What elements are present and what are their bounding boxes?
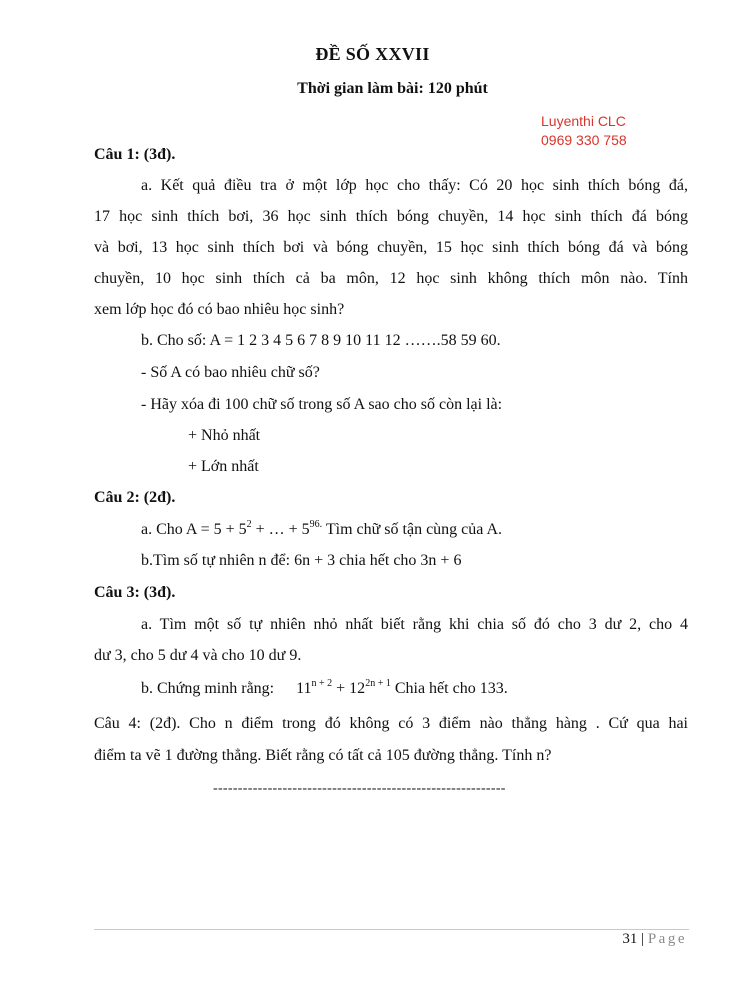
q4-line: Câu 4: (2đ). Cho n điểm trong đó không có 3 điểm nào thẳng hàng . Cứ qua hai [94,715,688,732]
q1-a-line: a. Kết quả điều tra ở một lớp học cho thấy: Có 20 học sinh thích bóng đá, [141,177,688,194]
exam-duration: Thời gian làm bài: 120 phút [297,80,488,97]
watermark-phone: 0969 330 758 [541,132,627,148]
page-footer [622,931,687,948]
q1-heading: Câu 1: (3đ). [94,146,176,163]
q3-b-base-1: 11 [296,680,312,697]
q1-a-line: chuyền, 10 học sinh thích cả ba môn, 12 học sinh không thích môn nào. Tính [94,270,688,287]
separator-line: ----------------------------------------------------------- [213,781,506,796]
q3-b-line [141,680,508,698]
q3-b-prefix: b. Chứng minh rằng: [141,680,275,697]
q4-line: điểm ta vẽ 1 đường thẳng. Biết rằng có tất cả 105 đường thẳng. Tính n? [94,747,552,764]
q1-b-question-2: - Hãy xóa đi 100 chữ số trong số A sao cho số còn lại là: [141,396,503,413]
q2-heading: Câu 2: (2đ). [94,489,176,506]
q1-b-option-smallest: + Nhỏ nhất [188,427,261,444]
q2-a-prefix: a. Cho A = 5 + 5 [141,521,247,538]
q3-heading: Câu 3: (3đ). [94,584,176,601]
q1-a-line: xem lớp học đó có bao nhiêu học sinh? [94,301,345,318]
q1-b-line: b. Cho số: A = 1 2 3 4 5 6 7 8 9 10 11 12 …….58 59 60. [141,332,501,349]
q3-a-line: a. Tìm một số tự nhiên nhỏ nhất biết rằng khi chia số đó cho 3 dư 2, cho 4 [141,616,688,633]
watermark-name: Luyenthi CLC [541,113,626,129]
q2-a-exponent-2: 96. [309,519,323,530]
q3-b-exponent-1: n + 2 [311,678,333,689]
q1-b-question-1: - Số A có bao nhiêu chữ số? [141,364,320,381]
q1-b-option-largest: + Lớn nhất [188,458,259,475]
q2-a-line [141,521,502,539]
footer-divider [94,929,689,930]
q2-a-exponent-1: 2 [246,519,252,530]
page-label: Page [647,931,687,947]
page-number: 31 [622,931,638,947]
q3-b-exponent-2: 2n + 1 [365,678,391,689]
q2-a-middle: + … + 5 [251,521,310,538]
q3-a-line: dư 3, cho 5 dư 4 và cho 10 dư 9. [94,647,302,664]
q2-a-suffix: Tìm chữ số tận cùng của A. [322,521,503,538]
page-separator: | [637,931,648,947]
q3-b-plus: + 12 [332,680,366,697]
q1-a-line: 17 học sinh thích bơi, 36 học sinh thích bóng chuyền, 14 học sinh thích đá bóng [94,208,688,225]
q1-a-line: và bơi, 13 học sinh thích bơi và bóng chuyền, 15 học sinh thích bóng đá và bóng [94,239,688,256]
watermark [541,112,627,150]
exam-title: ĐỀ SỐ XXVII [315,44,430,64]
q2-b-line: b.Tìm số tự nhiên n để: 6n + 3 chia hết cho 3n + 6 [141,552,462,569]
q3-b-suffix: Chia hết cho 133. [390,680,508,697]
